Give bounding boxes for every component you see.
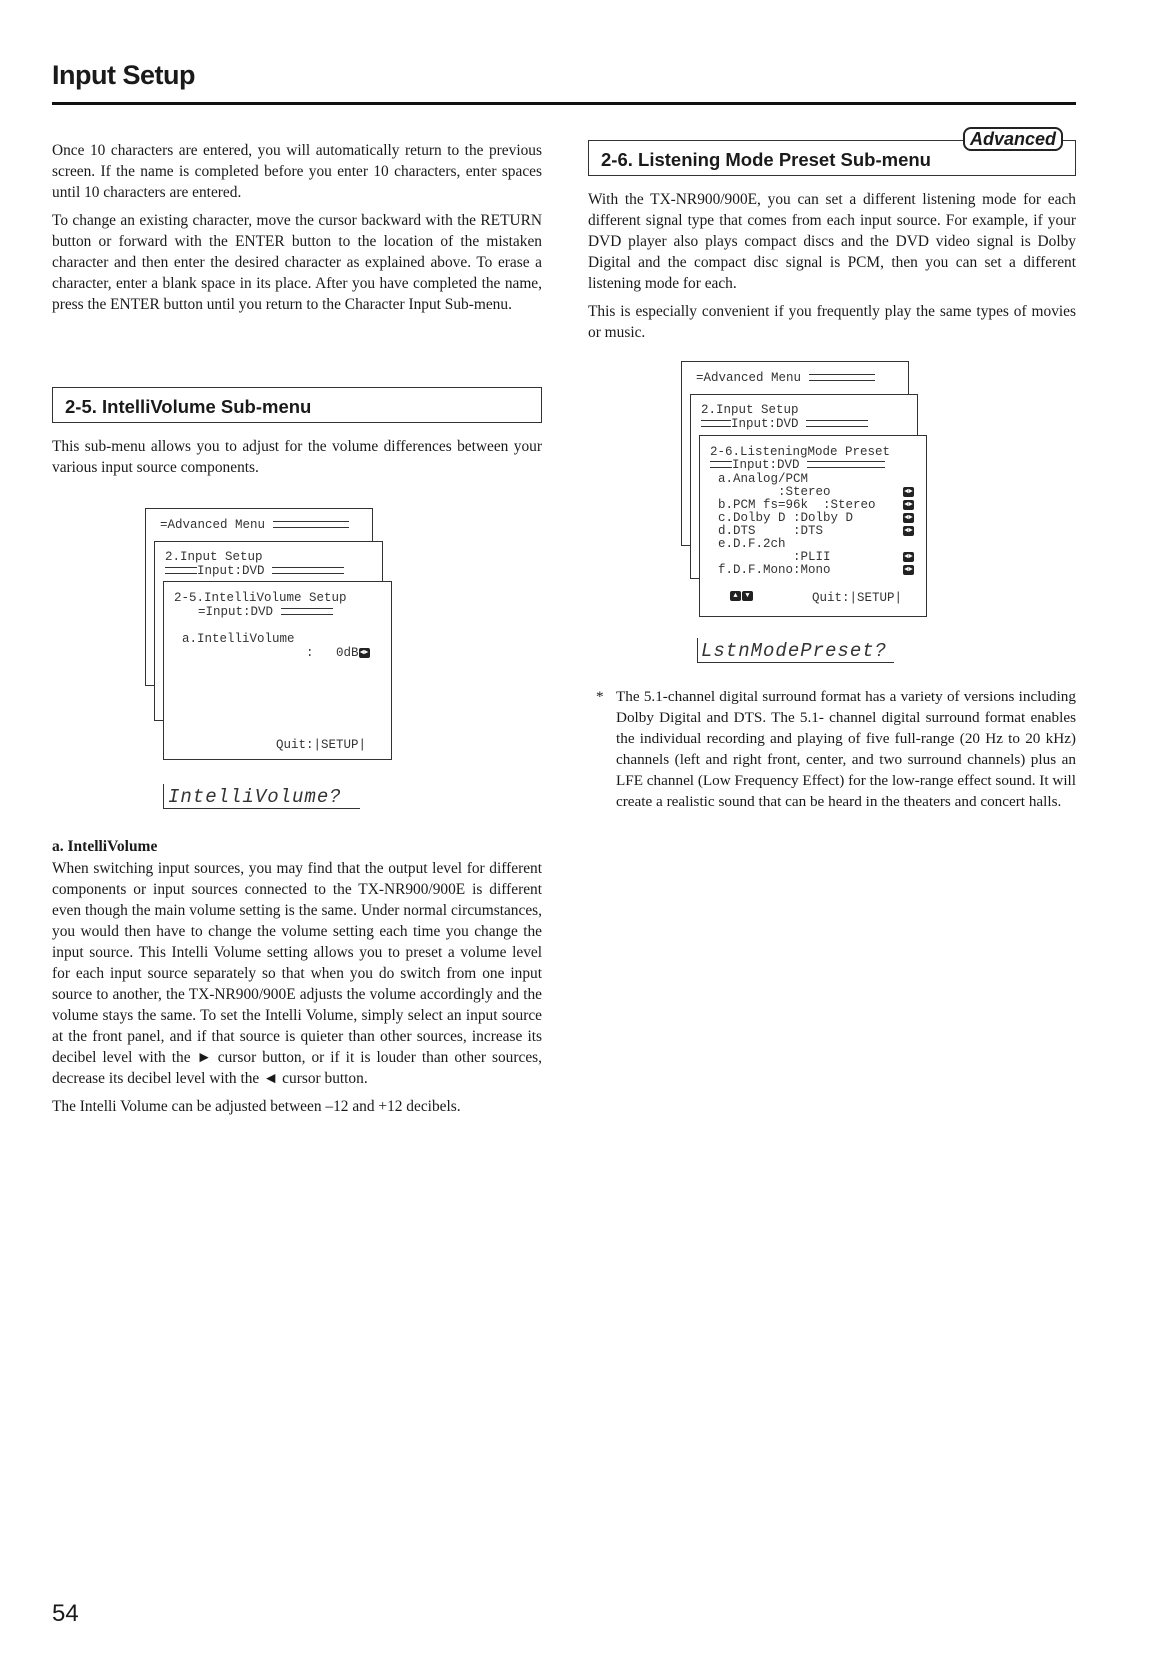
- intellivolume-description: [52, 838, 542, 1124]
- osd-input-label: Input:DVD: [731, 417, 799, 431]
- lcd-frame: [697, 638, 698, 662]
- lcd-display-text: IntelliVolume?: [168, 786, 342, 808]
- page-title: Input Setup: [52, 60, 195, 90]
- title-rule: [52, 102, 1076, 105]
- osd-item: c.Dolby D :Dolby D: [718, 511, 854, 525]
- adjust-indicator-icon: ◄►: [359, 648, 369, 657]
- left-intro: [52, 140, 542, 322]
- osd-item: a.Analog/PCM: [718, 472, 809, 486]
- osd-menu-title: 2.Input Setup: [165, 550, 263, 564]
- adjust-indicator-icon: ◄►: [904, 514, 913, 522]
- osd-quit: Quit:|SETUP|: [276, 738, 367, 752]
- adjust-indicator-icon: ◄►: [904, 501, 913, 509]
- osd-menu-title: Advanced Menu: [703, 371, 802, 385]
- lcd-frame: [163, 784, 164, 808]
- lcd-display-text: LstnModePreset?: [701, 640, 888, 662]
- osd-item: f.D.F.Mono:Mono: [718, 563, 831, 577]
- osd-menu-title: 2-5.IntelliVolume Setup: [174, 591, 347, 605]
- paragraph: When switching input sources, you may find that the output level for different components or input sources connected to the TX-NR900/900E is different even though the main volume setting is the same. Under normal circumstances, you would then have to change the volume setting each time you change the input source. This Intelli Volume setting allows you to preset a volume level for each input source separately so that when you do switch from one input source to another, the TX-NR900/900E adjusts the volume accordingly and the volume stays the same. To set the Intelli Volume, simply select an input source at the front panel, and if that source is quieter than other sources, increase its decibel level with the ► cursor button, or if it is louder than other sources, decrease its decibel level with the ◄ cursor button.: [52, 860, 542, 1087]
- page-number: 54: [52, 1600, 79, 1627]
- paragraph: Once 10 characters are entered, you will automatically return to the previous screen. If the name is completed before you enter 10 characters, enter spaces until 10 characters are entered.: [52, 142, 542, 201]
- section-2-5-heading: [52, 387, 542, 423]
- section-2-5-intro: [52, 436, 542, 485]
- osd-input-label: Input:DVD: [197, 564, 265, 578]
- lcd-frame: [163, 808, 360, 809]
- osd-input-label: Input:DVD: [732, 458, 800, 472]
- section-title: 2-6. Listening Mode Preset Sub-menu: [601, 149, 931, 170]
- osd-advanced-menu: =Advanced Menu: [681, 361, 909, 546]
- adjust-indicator-icon: ◄►: [904, 566, 913, 574]
- footnote: [596, 686, 1076, 812]
- osd-menu-title: 2-6.ListeningMode Preset: [710, 445, 891, 459]
- section-2-6-heading: [588, 129, 1076, 176]
- osd-input-label: Input:DVD: [205, 605, 274, 619]
- footnote-text: The 5.1-channel digital surround format has a variety of versions including Dolby Digital and DTS. The 5.1- channel digital surround format enables the individual recording and playing of five full-range (20 Hz to 20 kHz) channels (left and right front, center, and two surround channels) plus an LFE channel (Low Frequency Effect) for the low-range effect sound. It will create a realistic sound that can be heard in the theaters and concert halls.: [616, 688, 1076, 810]
- osd-item-label: a.IntelliVolume: [182, 632, 295, 646]
- osd-item: :PLII: [718, 550, 831, 564]
- osd-quit: Quit:|SETUP|: [812, 591, 903, 605]
- paragraph: This sub-menu allows you to adjust for the volume differences between your various input source components.: [52, 438, 542, 476]
- adjust-indicator-icon: ◄►: [904, 553, 913, 561]
- lcd-frame: [697, 662, 894, 663]
- up-arrow-icon: ▲: [730, 591, 741, 601]
- osd-listening-mode-preset: [699, 435, 927, 617]
- paragraph: The Intelli Volume can be adjusted between –12 and +12 decibels.: [52, 1098, 461, 1115]
- paragraph: To change an existing character, move the cursor backward with the RETURN button or forward with the ENTER button to the location of the mistaken character and then enter the desired character as explained above. To erase a character, enter a blank space in its place. After you have completed the name, press the ENTER button until you return to the Character Input Sub-menu.: [52, 212, 542, 313]
- section-title: 2-5. IntelliVolume Sub-menu: [65, 396, 312, 417]
- osd-item: d.DTS :DTS: [718, 524, 824, 538]
- adjust-indicator-icon: ◄►: [904, 488, 913, 496]
- sub-heading: a. IntelliVolume: [52, 838, 158, 855]
- down-arrow-icon: ▼: [742, 591, 753, 601]
- osd-advanced-menu: =Advanced Menu: [145, 508, 373, 686]
- paragraph: This is especially convenient if you frequently play the same types of movies or music.: [588, 303, 1076, 341]
- section-2-6-intro: [588, 189, 1076, 350]
- osd-item: :Stereo: [718, 485, 831, 499]
- osd-item: b.PCM fs=96k :Stereo: [718, 498, 876, 512]
- osd-item-value: : 0dB: [306, 646, 359, 660]
- osd-menu-title: 2.Input Setup: [701, 403, 799, 417]
- advanced-badge: Advanced: [963, 127, 1063, 151]
- adjust-indicator-icon: ◄►: [904, 527, 913, 535]
- paragraph: With the TX-NR900/900E, you can set a different listening mode for each different signal type that comes from each input source. For example, if your DVD player also plays compact discs and the DVD video signal is Dolby Digital and the compact disc signal is PCM, then you can set a different listening mode for each.: [588, 191, 1076, 292]
- footnote-mark: *: [596, 688, 604, 705]
- osd-intellivolume-setup: 2-5.IntelliVolume Setup =Input:DVD a.IntelliVolume : 0dB◄► Quit:|SETUP|: [163, 581, 392, 760]
- osd-menu-title: Advanced Menu: [167, 518, 266, 532]
- osd-item: e.D.F.2ch: [718, 537, 786, 551]
